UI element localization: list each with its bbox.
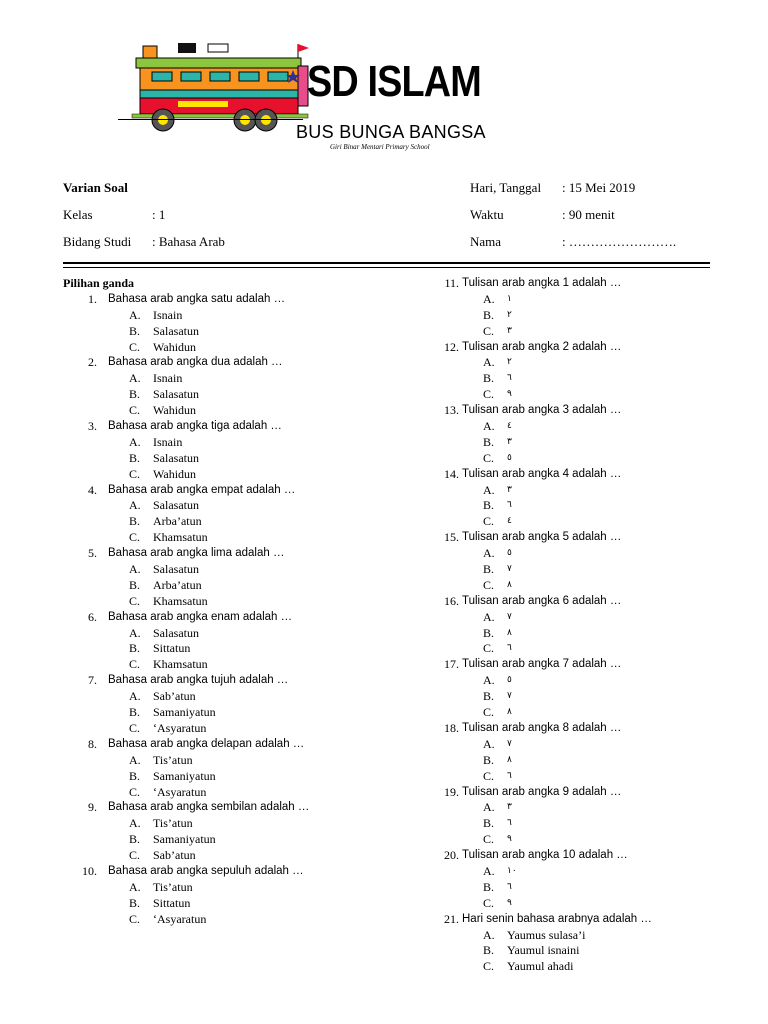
option-text: ٦ bbox=[507, 881, 512, 892]
option-letter: C. bbox=[129, 784, 141, 799]
option-letter: A. bbox=[129, 625, 141, 640]
option-letter: C. bbox=[483, 895, 495, 910]
question-text: Bahasa arab angka dua adalah … bbox=[108, 356, 283, 369]
question-item bbox=[437, 530, 727, 546]
question-item bbox=[63, 800, 423, 816]
option-letter: C. bbox=[483, 641, 495, 656]
answer-option bbox=[437, 626, 727, 642]
kelas-value: : 1 bbox=[152, 207, 166, 222]
option-letter: C. bbox=[129, 339, 141, 354]
option-text: Isnain bbox=[153, 434, 183, 449]
answer-option bbox=[63, 626, 423, 642]
option-letter: B. bbox=[129, 641, 141, 656]
option-letter: A. bbox=[129, 689, 141, 704]
question-item bbox=[437, 785, 727, 801]
question-item bbox=[63, 419, 423, 435]
option-letter: A. bbox=[483, 736, 495, 751]
option-text: Khamsatun bbox=[153, 530, 208, 545]
question-number: 19. bbox=[444, 784, 459, 799]
question-number: 7. bbox=[88, 673, 97, 688]
option-letter: C. bbox=[483, 705, 495, 720]
questions-right-column bbox=[437, 276, 727, 975]
question-number: 15. bbox=[444, 530, 459, 545]
option-text: Wahidun bbox=[153, 403, 197, 418]
hari-value: : 15 Mei 2019 bbox=[562, 180, 636, 195]
question-item bbox=[63, 483, 423, 499]
question-item bbox=[437, 912, 727, 928]
question-text: Hari senin bahasa arabnya adalah … bbox=[462, 912, 652, 925]
answer-option bbox=[63, 896, 423, 912]
option-letter: C. bbox=[129, 466, 141, 481]
answer-option bbox=[437, 816, 727, 832]
answer-option bbox=[437, 689, 727, 705]
option-text: Yaumul ahadi bbox=[507, 959, 574, 974]
option-text: Arba’atun bbox=[153, 514, 202, 529]
question-item bbox=[63, 673, 423, 689]
option-text: Sab’atun bbox=[153, 689, 196, 704]
question-number: 2. bbox=[88, 355, 97, 370]
option-text: ٣ bbox=[507, 802, 512, 813]
option-text: ٤ bbox=[507, 421, 512, 432]
question-text: Bahasa arab angka satu adalah … bbox=[108, 292, 286, 305]
answer-option bbox=[63, 498, 423, 514]
answer-option bbox=[437, 562, 727, 578]
question-item bbox=[437, 594, 727, 610]
school-title: SD ISLAM bbox=[307, 57, 481, 106]
answer-option bbox=[63, 848, 423, 864]
answer-option bbox=[63, 641, 423, 657]
answer-option bbox=[63, 403, 423, 419]
answer-option bbox=[63, 562, 423, 578]
option-letter: B. bbox=[483, 434, 495, 449]
option-text: Samaniyatun bbox=[153, 832, 216, 847]
question-list-right bbox=[437, 276, 727, 975]
answer-option bbox=[437, 928, 727, 944]
question-number: 4. bbox=[88, 482, 97, 497]
answer-option bbox=[437, 292, 727, 308]
question-text: Tulisan arab angka 3 adalah … bbox=[462, 404, 622, 417]
option-letter: A. bbox=[129, 434, 141, 449]
question-number: 8. bbox=[88, 736, 97, 751]
answer-option bbox=[437, 737, 727, 753]
question-text: Bahasa arab angka tujuh adalah … bbox=[108, 674, 289, 687]
question-text: Tulisan arab angka 1 adalah … bbox=[462, 277, 622, 289]
question-number: 17. bbox=[444, 657, 459, 672]
option-letter: A. bbox=[483, 482, 495, 497]
option-letter: A. bbox=[129, 307, 141, 322]
option-letter: B. bbox=[483, 562, 495, 577]
option-text: ٦ bbox=[507, 643, 512, 654]
option-text: ٥ bbox=[507, 548, 512, 559]
question-item bbox=[63, 737, 423, 753]
option-letter: C. bbox=[129, 657, 141, 672]
nama-value: : ……………………. bbox=[562, 234, 677, 249]
option-text: Yaumus sulasa’i bbox=[507, 927, 586, 942]
option-letter: B. bbox=[483, 689, 495, 704]
answer-option bbox=[63, 308, 423, 324]
option-letter: C. bbox=[483, 450, 495, 465]
option-text: Yaumul isnaini bbox=[507, 943, 580, 958]
option-letter: C. bbox=[483, 577, 495, 592]
option-letter: A. bbox=[483, 546, 495, 561]
school-subtitle: Giri Binar Mentari Primary School bbox=[330, 143, 430, 151]
option-text: ‘Asyaratun bbox=[153, 720, 207, 735]
option-letter: B. bbox=[129, 768, 141, 783]
answer-option bbox=[437, 673, 727, 689]
option-text: Wahidun bbox=[153, 339, 197, 354]
answer-option bbox=[437, 610, 727, 626]
answer-option bbox=[437, 800, 727, 816]
answer-option bbox=[437, 324, 727, 340]
answer-option bbox=[437, 769, 727, 785]
waktu-label: Waktu bbox=[470, 207, 504, 222]
question-number: 13. bbox=[444, 403, 459, 418]
question-number: 6. bbox=[88, 609, 97, 624]
option-text: Tis’atun bbox=[153, 879, 193, 894]
option-text: Salasatun bbox=[153, 625, 199, 640]
waktu-value: : 90 menit bbox=[562, 207, 615, 222]
question-item bbox=[437, 276, 727, 292]
option-letter: B. bbox=[129, 323, 141, 338]
answer-option bbox=[437, 578, 727, 594]
question-number: 16. bbox=[444, 593, 459, 608]
option-letter: A. bbox=[483, 419, 495, 434]
option-text: ٧ bbox=[507, 691, 512, 702]
option-text: Tis’atun bbox=[153, 752, 193, 767]
section-title: Pilihan ganda bbox=[63, 276, 135, 290]
option-text: ١٠ bbox=[507, 865, 517, 876]
option-text: ٣ bbox=[507, 436, 512, 447]
answer-option bbox=[437, 959, 727, 975]
option-letter: B. bbox=[483, 307, 495, 322]
option-text: ٨ bbox=[507, 707, 512, 718]
option-letter: A. bbox=[483, 609, 495, 624]
question-number: 9. bbox=[88, 800, 97, 815]
bidang-label: Bidang Studi bbox=[63, 234, 132, 249]
answer-option bbox=[63, 657, 423, 673]
question-number: 5. bbox=[88, 546, 97, 561]
option-text: Khamsatun bbox=[153, 593, 208, 608]
question-item bbox=[437, 467, 727, 483]
option-letter: B. bbox=[483, 879, 495, 894]
option-letter: C. bbox=[129, 720, 141, 735]
option-text: Isnain bbox=[153, 371, 183, 386]
option-letter: C. bbox=[483, 387, 495, 402]
option-letter: B. bbox=[129, 705, 141, 720]
answer-option bbox=[63, 753, 423, 769]
answer-option bbox=[63, 530, 423, 546]
answer-option bbox=[63, 689, 423, 705]
option-text: ٣ bbox=[507, 325, 512, 336]
varian-label: Varian Soal bbox=[63, 180, 128, 195]
option-text: Salasatun bbox=[153, 498, 199, 513]
option-text: ٩ bbox=[507, 389, 512, 400]
option-letter: A. bbox=[129, 816, 141, 831]
option-text: Tis’atun bbox=[153, 816, 193, 831]
answer-option bbox=[437, 832, 727, 848]
question-text: Tulisan arab angka 10 adalah … bbox=[462, 849, 628, 862]
answer-option bbox=[437, 308, 727, 324]
divider-thick bbox=[63, 262, 710, 264]
option-letter: A. bbox=[483, 673, 495, 688]
answer-option bbox=[63, 912, 423, 928]
option-text: ٧ bbox=[507, 611, 512, 622]
header bbox=[0, 0, 768, 160]
question-number: 1. bbox=[88, 291, 97, 306]
option-text: ١ bbox=[507, 293, 512, 304]
question-number: 10. bbox=[82, 863, 97, 878]
option-letter: A. bbox=[483, 800, 495, 815]
option-letter: B. bbox=[483, 943, 495, 958]
answer-option bbox=[437, 355, 727, 371]
option-letter: B. bbox=[129, 832, 141, 847]
question-text: Bahasa arab angka delapan adalah … bbox=[108, 737, 305, 750]
question-item bbox=[63, 292, 423, 308]
option-letter: A. bbox=[129, 562, 141, 577]
question-number: 20. bbox=[444, 848, 459, 863]
option-text: Wahidun bbox=[153, 466, 197, 481]
question-text: Bahasa arab angka sembilan adalah … bbox=[108, 801, 310, 814]
question-number: 21. bbox=[444, 911, 459, 926]
answer-option bbox=[63, 467, 423, 483]
option-text: ٦ bbox=[507, 500, 512, 511]
answer-option bbox=[437, 753, 727, 769]
answer-option bbox=[437, 435, 727, 451]
option-text: Samaniyatun bbox=[153, 768, 216, 783]
option-text: Salasatun bbox=[153, 562, 199, 577]
question-item bbox=[63, 355, 423, 371]
question-item bbox=[63, 864, 423, 880]
option-letter: A. bbox=[483, 291, 495, 306]
option-text: ٩ bbox=[507, 834, 512, 845]
option-letter: A. bbox=[129, 498, 141, 513]
option-text: ٣ bbox=[507, 484, 512, 495]
option-letter: C. bbox=[483, 323, 495, 338]
option-text: Arba’atun bbox=[153, 577, 202, 592]
question-text: Tulisan arab angka 7 adalah … bbox=[462, 658, 622, 671]
option-letter: B. bbox=[483, 752, 495, 767]
school-name: BUS BUNGA BANGSA bbox=[296, 122, 486, 142]
option-text: ‘Asyaratun bbox=[153, 784, 207, 799]
answer-option bbox=[437, 387, 727, 403]
answer-option bbox=[63, 371, 423, 387]
option-letter: B. bbox=[129, 514, 141, 529]
answer-option bbox=[63, 705, 423, 721]
answer-option bbox=[63, 387, 423, 403]
option-letter: C. bbox=[129, 530, 141, 545]
question-number: 3. bbox=[88, 419, 97, 434]
option-letter: B. bbox=[483, 498, 495, 513]
option-letter: B. bbox=[129, 450, 141, 465]
option-letter: A. bbox=[129, 879, 141, 894]
question-number: 11. bbox=[444, 276, 459, 290]
option-text: Isnain bbox=[153, 307, 183, 322]
question-text: Tulisan arab angka 4 adalah … bbox=[462, 467, 622, 480]
bidang-value: : Bahasa Arab bbox=[152, 234, 225, 249]
option-letter: C. bbox=[483, 514, 495, 529]
option-text: ٨ bbox=[507, 579, 512, 590]
option-letter: B. bbox=[483, 371, 495, 386]
question-text: Tulisan arab angka 6 adalah … bbox=[462, 594, 622, 607]
question-text: Bahasa arab angka enam adalah … bbox=[108, 610, 293, 623]
option-text: ٦ bbox=[507, 373, 512, 384]
answer-option bbox=[63, 880, 423, 896]
option-text: ٤ bbox=[507, 516, 512, 527]
answer-option bbox=[63, 594, 423, 610]
answer-option bbox=[437, 864, 727, 880]
option-text: ‘Asyaratun bbox=[153, 911, 207, 926]
option-letter: C. bbox=[483, 832, 495, 847]
option-text: ٢ bbox=[507, 309, 512, 320]
option-letter: C. bbox=[129, 593, 141, 608]
option-text: Sab’atun bbox=[153, 848, 196, 863]
option-letter: B. bbox=[483, 625, 495, 640]
answer-option bbox=[437, 880, 727, 896]
question-text: Tulisan arab angka 9 adalah … bbox=[462, 785, 622, 798]
answer-option bbox=[437, 483, 727, 499]
question-item bbox=[437, 340, 727, 356]
option-letter: C. bbox=[129, 848, 141, 863]
option-letter: A. bbox=[483, 863, 495, 878]
answer-option bbox=[63, 324, 423, 340]
option-letter: A. bbox=[483, 355, 495, 370]
answer-option bbox=[63, 769, 423, 785]
answer-option bbox=[63, 514, 423, 530]
option-text: ٨ bbox=[507, 754, 512, 765]
option-letter: B. bbox=[129, 895, 141, 910]
question-item bbox=[63, 610, 423, 626]
question-number: 18. bbox=[444, 720, 459, 735]
question-item bbox=[437, 657, 727, 673]
question-item bbox=[437, 403, 727, 419]
answer-option bbox=[63, 785, 423, 801]
option-letter: B. bbox=[129, 577, 141, 592]
answer-option bbox=[437, 705, 727, 721]
question-number: 12. bbox=[444, 339, 459, 354]
answer-option bbox=[63, 340, 423, 356]
option-letter: A. bbox=[129, 371, 141, 386]
option-letter: A. bbox=[129, 752, 141, 767]
option-text: ٦ bbox=[507, 770, 512, 781]
option-text: Khamsatun bbox=[153, 657, 208, 672]
question-item bbox=[437, 848, 727, 864]
question-text: Tulisan arab angka 8 adalah … bbox=[462, 721, 622, 734]
hari-label: Hari, Tanggal bbox=[470, 180, 542, 195]
option-letter: C. bbox=[129, 911, 141, 926]
answer-option bbox=[437, 514, 727, 530]
question-text: Tulisan arab angka 2 adalah … bbox=[462, 340, 622, 353]
question-text: Tulisan arab angka 5 adalah … bbox=[462, 531, 622, 544]
question-text: Bahasa arab angka lima adalah … bbox=[108, 547, 285, 560]
answer-option bbox=[437, 943, 727, 959]
header-underline bbox=[118, 119, 303, 120]
question-list-left bbox=[63, 292, 423, 928]
option-text: ٩ bbox=[507, 897, 512, 908]
option-letter: A. bbox=[483, 927, 495, 942]
option-letter: C. bbox=[483, 768, 495, 783]
answer-option bbox=[437, 451, 727, 467]
question-number: 14. bbox=[444, 466, 459, 481]
option-text: Salasatun bbox=[153, 323, 199, 338]
option-text: Salasatun bbox=[153, 450, 199, 465]
question-text: Bahasa arab angka empat adalah … bbox=[108, 483, 296, 496]
answer-option bbox=[437, 896, 727, 912]
question-item bbox=[437, 721, 727, 737]
option-letter: B. bbox=[483, 816, 495, 831]
answer-option bbox=[63, 721, 423, 737]
answer-option bbox=[437, 498, 727, 514]
answer-option bbox=[437, 419, 727, 435]
option-text: Samaniyatun bbox=[153, 705, 216, 720]
divider-thin bbox=[63, 267, 710, 268]
answer-option bbox=[63, 451, 423, 467]
option-text: ٧ bbox=[507, 564, 512, 575]
answer-option bbox=[437, 371, 727, 387]
answer-option bbox=[63, 832, 423, 848]
answer-option bbox=[63, 435, 423, 451]
option-letter: C. bbox=[129, 403, 141, 418]
question-text: Bahasa arab angka sepuluh adalah … bbox=[108, 864, 304, 877]
answer-option bbox=[437, 546, 727, 562]
option-text: ٢ bbox=[507, 357, 512, 368]
option-text: Sittatun bbox=[153, 641, 191, 656]
option-text: ٧ bbox=[507, 738, 512, 749]
answer-option bbox=[437, 641, 727, 657]
option-text: ٦ bbox=[507, 818, 512, 829]
answer-option bbox=[63, 578, 423, 594]
nama-label: Nama bbox=[470, 234, 502, 249]
option-text: Sittatun bbox=[153, 895, 191, 910]
question-item bbox=[63, 546, 423, 562]
questions-left-column bbox=[63, 276, 423, 928]
option-letter: B. bbox=[129, 387, 141, 402]
option-text: ٥ bbox=[507, 452, 512, 463]
kelas-label: Kelas bbox=[63, 207, 93, 222]
question-text: Bahasa arab angka tiga adalah … bbox=[108, 420, 282, 433]
option-text: Salasatun bbox=[153, 387, 199, 402]
option-text: ٥ bbox=[507, 675, 512, 686]
answer-option bbox=[63, 816, 423, 832]
option-letter: C. bbox=[483, 959, 495, 974]
option-text: ٨ bbox=[507, 627, 512, 638]
